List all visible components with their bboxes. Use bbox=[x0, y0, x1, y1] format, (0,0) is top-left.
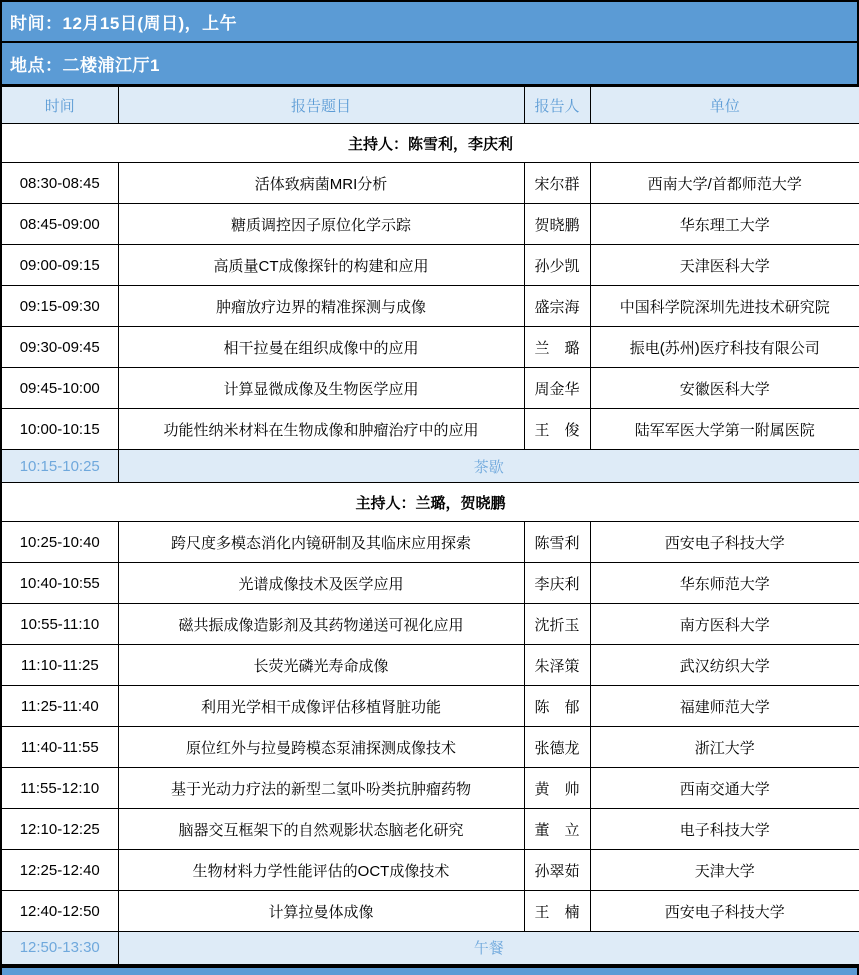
talk-time-cell: 11:25-11:40 bbox=[1, 686, 118, 727]
talk-time-cell: 10:40-10:55 bbox=[1, 563, 118, 604]
talk-time-cell: 12:10-12:25 bbox=[1, 809, 118, 850]
talk-row bbox=[1, 245, 859, 286]
talk-org-cell: 西南交通大学 bbox=[590, 768, 859, 809]
talk-title-cell: 肿瘤放疗边界的精准探测与成像 bbox=[118, 286, 524, 327]
talk-org-cell: 中国科学院深圳先进技术研究院 bbox=[590, 286, 859, 327]
talk-time-cell: 11:55-12:10 bbox=[1, 768, 118, 809]
talk-org-cell: 西南大学/首都师范大学 bbox=[590, 163, 859, 204]
talk-org-cell: 华东理工大学 bbox=[590, 204, 859, 245]
talk-org-cell: 西安电子科技大学 bbox=[590, 891, 859, 932]
talk-org-cell: 陆军军医大学第一附属医院 bbox=[590, 409, 859, 450]
break-time-cell: 12:50-13:30 bbox=[1, 932, 118, 965]
session-location-bar bbox=[0, 43, 859, 86]
schedule-table bbox=[0, 86, 859, 966]
talk-title-cell: 跨尺度多模态消化内镜研制及其临床应用探索 bbox=[118, 522, 524, 563]
talk-row bbox=[1, 368, 859, 409]
talk-title-cell: 长荧光磷光寿命成像 bbox=[118, 645, 524, 686]
talk-org-cell: 安徽医科大学 bbox=[590, 368, 859, 409]
talk-time-cell: 08:30-08:45 bbox=[1, 163, 118, 204]
talk-speaker-cell: 黄 帅 bbox=[524, 768, 590, 809]
talk-title-cell: 基于光动力疗法的新型二氢卟吩类抗肿瘤药物 bbox=[118, 768, 524, 809]
break-row bbox=[1, 932, 859, 965]
talk-speaker-cell: 张德龙 bbox=[524, 727, 590, 768]
talk-speaker-cell: 兰 璐 bbox=[524, 327, 590, 368]
talk-row bbox=[1, 204, 859, 245]
talk-org-cell: 武汉纺织大学 bbox=[590, 645, 859, 686]
talk-speaker-cell: 王 俊 bbox=[524, 409, 590, 450]
talk-speaker-cell: 王 楠 bbox=[524, 891, 590, 932]
talk-title-cell: 利用光学相干成像评估移植肾脏功能 bbox=[118, 686, 524, 727]
talk-org-cell: 天津大学 bbox=[590, 850, 859, 891]
talk-speaker-cell: 贺晓鹏 bbox=[524, 204, 590, 245]
moderator-cell: 主持人：兰璐，贺晓鹏 bbox=[1, 483, 859, 522]
column-header-time: 时间 bbox=[1, 87, 118, 124]
break-row bbox=[1, 450, 859, 483]
talk-row bbox=[1, 563, 859, 604]
talk-speaker-cell: 盛宗海 bbox=[524, 286, 590, 327]
talk-time-cell: 09:15-09:30 bbox=[1, 286, 118, 327]
talk-speaker-cell: 宋尔群 bbox=[524, 163, 590, 204]
session-time-bar bbox=[0, 0, 859, 43]
talk-speaker-cell: 孙少凯 bbox=[524, 245, 590, 286]
schedule-body bbox=[1, 124, 859, 965]
talk-title-cell: 计算显微成像及生物医学应用 bbox=[118, 368, 524, 409]
talk-org-cell: 振电(苏州)医疗科技有限公司 bbox=[590, 327, 859, 368]
column-header-row bbox=[1, 87, 859, 124]
talk-speaker-cell: 陈雪利 bbox=[524, 522, 590, 563]
talk-row bbox=[1, 727, 859, 768]
talk-time-cell: 10:25-10:40 bbox=[1, 522, 118, 563]
talk-row bbox=[1, 409, 859, 450]
column-header-speaker: 报告人 bbox=[524, 87, 590, 124]
talk-time-cell: 11:10-11:25 bbox=[1, 645, 118, 686]
moderator-cell: 主持人：陈雪利，李庆利 bbox=[1, 124, 859, 163]
talk-row bbox=[1, 686, 859, 727]
talk-time-cell: 08:45-09:00 bbox=[1, 204, 118, 245]
talk-title-cell: 脑器交互框架下的自然观影状态脑老化研究 bbox=[118, 809, 524, 850]
talk-speaker-cell: 李庆利 bbox=[524, 563, 590, 604]
talk-speaker-cell: 董 立 bbox=[524, 809, 590, 850]
talk-org-cell: 西安电子科技大学 bbox=[590, 522, 859, 563]
talk-title-cell: 高质量CT成像探针的构建和应用 bbox=[118, 245, 524, 286]
talk-org-cell: 华东师范大学 bbox=[590, 563, 859, 604]
talk-speaker-cell: 朱泽策 bbox=[524, 645, 590, 686]
talk-title-cell: 糖质调控因子原位化学示踪 bbox=[118, 204, 524, 245]
talk-org-cell: 天津医科大学 bbox=[590, 245, 859, 286]
talk-speaker-cell: 陈 郁 bbox=[524, 686, 590, 727]
talk-title-cell: 磁共振成像造影剂及其药物递送可视化应用 bbox=[118, 604, 524, 645]
talk-org-cell: 南方医科大学 bbox=[590, 604, 859, 645]
talk-title-cell: 光谱成像技术及医学应用 bbox=[118, 563, 524, 604]
talk-speaker-cell: 沈折玉 bbox=[524, 604, 590, 645]
talk-row bbox=[1, 522, 859, 563]
talk-time-cell: 09:45-10:00 bbox=[1, 368, 118, 409]
break-label-cell: 午餐 bbox=[118, 932, 859, 965]
talk-title-cell: 相干拉曼在组织成像中的应用 bbox=[118, 327, 524, 368]
break-label-cell: 茶歇 bbox=[118, 450, 859, 483]
session-location-label: 地点：二楼浦江厅1 bbox=[10, 56, 160, 75]
talk-time-cell: 10:00-10:15 bbox=[1, 409, 118, 450]
talk-row bbox=[1, 809, 859, 850]
talk-title-cell: 计算拉曼体成像 bbox=[118, 891, 524, 932]
next-section-bar-cutoff bbox=[0, 966, 859, 975]
talk-speaker-cell: 周金华 bbox=[524, 368, 590, 409]
talk-time-cell: 09:00-09:15 bbox=[1, 245, 118, 286]
talk-row bbox=[1, 286, 859, 327]
talk-time-cell: 11:40-11:55 bbox=[1, 727, 118, 768]
moderator-row bbox=[1, 124, 859, 163]
talk-title-cell: 活体致病菌MRI分析 bbox=[118, 163, 524, 204]
talk-org-cell: 电子科技大学 bbox=[590, 809, 859, 850]
talk-time-cell: 12:40-12:50 bbox=[1, 891, 118, 932]
talk-row bbox=[1, 327, 859, 368]
talk-org-cell: 浙江大学 bbox=[590, 727, 859, 768]
session-time-label: 时间：12月15日(周日)，上午 bbox=[10, 14, 238, 33]
talk-speaker-cell: 孙翠茹 bbox=[524, 850, 590, 891]
column-header-org: 单位 bbox=[590, 87, 859, 124]
talk-org-cell: 福建师范大学 bbox=[590, 686, 859, 727]
talk-row bbox=[1, 645, 859, 686]
moderator-row bbox=[1, 483, 859, 522]
break-time-cell: 10:15-10:25 bbox=[1, 450, 118, 483]
talk-row bbox=[1, 850, 859, 891]
talk-title-cell: 功能性纳米材料在生物成像和肿瘤治疗中的应用 bbox=[118, 409, 524, 450]
talk-row bbox=[1, 604, 859, 645]
talk-row bbox=[1, 768, 859, 809]
talk-title-cell: 生物材料力学性能评估的OCT成像技术 bbox=[118, 850, 524, 891]
talk-title-cell: 原位红外与拉曼跨模态泵浦探测成像技术 bbox=[118, 727, 524, 768]
talk-row bbox=[1, 163, 859, 204]
talk-time-cell: 12:25-12:40 bbox=[1, 850, 118, 891]
talk-time-cell: 09:30-09:45 bbox=[1, 327, 118, 368]
talk-row bbox=[1, 891, 859, 932]
talk-time-cell: 10:55-11:10 bbox=[1, 604, 118, 645]
column-header-title: 报告题目 bbox=[118, 87, 524, 124]
